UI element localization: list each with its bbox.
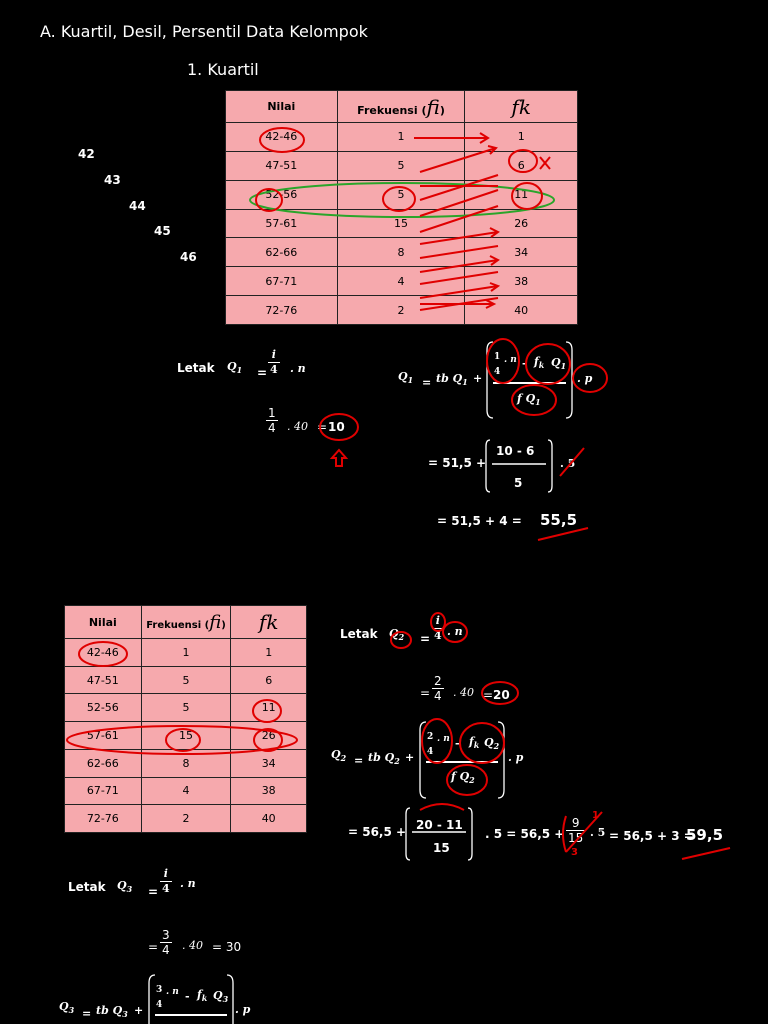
table-row: 52-56 5 11 xyxy=(226,180,578,209)
q2-formula-plus: + xyxy=(405,751,415,764)
q1-letak-q: $Q_1$ xyxy=(227,360,243,376)
q2-calc-result: 20 xyxy=(493,688,510,702)
q1-frac-fk: $f_k$ xyxy=(534,355,545,371)
q3-calc-eq2: = 30 xyxy=(212,940,242,954)
table-row: 47-51 5 6 xyxy=(65,666,307,694)
q2-left-bracket xyxy=(420,722,426,798)
q1-step2-tail: . 5 xyxy=(560,457,576,470)
q1-formula-q: $Q_1$ xyxy=(398,370,414,386)
q2-step-mid: . 5 = 56,5 + xyxy=(485,827,565,841)
q2-right-bracket xyxy=(498,722,504,798)
q3-formula-eq: = xyxy=(82,1007,92,1020)
q2-frac-bottom: f $Q_2$ xyxy=(451,770,475,786)
q3-frac-top-b: 4 xyxy=(156,1000,163,1010)
q1-step2-right-bracket xyxy=(548,440,552,492)
q2-formula-tb: tb $Q_2$ xyxy=(368,751,400,767)
q2-letak-eq: = xyxy=(420,632,431,646)
q3-letak-label: Letak xyxy=(68,880,106,894)
q1-step2-top: 10 - 6 xyxy=(496,444,535,458)
q2-calc-mid: . 40 xyxy=(453,686,474,699)
table-row: 42-46 1 1 xyxy=(226,123,578,152)
table-row: 62-66 8 34 xyxy=(65,749,307,777)
q2-formula-q: $Q_2$ xyxy=(331,748,347,764)
q2-calc-eq2: = xyxy=(483,688,494,702)
q2-step-right-bracket xyxy=(468,808,472,860)
q2-annot-1: 1 xyxy=(592,810,599,821)
q3-formula-tb: tb $Q_3$ xyxy=(96,1004,128,1020)
q1-letak-eq: = xyxy=(257,366,268,380)
q1-frac-minus: - xyxy=(522,357,527,370)
table-row: 57-61 15 26 xyxy=(226,209,578,238)
side-number: 43 xyxy=(104,173,121,187)
q1-frac-top-a: 1 xyxy=(494,352,501,362)
table-row: 57-61 15 26 xyxy=(65,722,307,750)
q1-frac-fk-q: $Q_1$ xyxy=(551,356,567,372)
q2-frac-top-b: 4 xyxy=(427,747,434,757)
header-nilai: Nilai xyxy=(226,91,338,123)
frequency-table-2 xyxy=(64,605,307,833)
table-header xyxy=(226,91,578,123)
side-number: 45 xyxy=(154,224,171,238)
header-frekuensi: Frekuensi (fi) xyxy=(337,91,465,123)
q3-formula-plus: + xyxy=(134,1004,144,1017)
side-number: 44 xyxy=(129,199,146,213)
table-row: 62-66 8 34 xyxy=(226,238,578,267)
q2-step-frac: $\frac{9}{15}$ xyxy=(568,816,584,845)
q3-letak-frac: $\frac{i}{4}$ xyxy=(162,867,170,895)
q1-formula-tb: tb $Q_1$ xyxy=(436,372,468,388)
header-fk: fk xyxy=(465,91,578,123)
side-number: 42 xyxy=(78,147,95,161)
q3-left-bracket xyxy=(149,975,155,1024)
q2-letak-label: Letak xyxy=(340,627,378,641)
q2-step-frac-tail: . 5 xyxy=(590,826,606,839)
page-title: A. Kuartil, Desil, Persentil Data Kelompok xyxy=(40,22,368,41)
q2-calc-eq: = xyxy=(420,686,431,700)
table-row: 52-56 5 11 xyxy=(65,694,307,722)
q2-step-result: 59,5 xyxy=(686,826,724,844)
q1-step2-prefix: = 51,5 + xyxy=(428,456,487,470)
q2-frac-fk: $f_k$ xyxy=(469,735,480,751)
q2-step-eq: = 56,5 + 3 = xyxy=(609,829,694,843)
q1-step3: = 51,5 + 4 = xyxy=(437,514,522,528)
q2-letak-q: $Q_2$ xyxy=(389,627,405,643)
q1-formula-p: . p xyxy=(577,372,593,385)
table-row: 72-76 2 40 xyxy=(226,296,578,325)
q1-letak-label: Letak xyxy=(177,361,215,375)
q1-frac-top-b: 4 xyxy=(494,367,501,377)
q1-letak-n: . n xyxy=(290,362,306,375)
header-fk: fk xyxy=(231,606,307,639)
q1-calc-eq: = xyxy=(317,420,328,434)
section-title: 1. Kuartil xyxy=(187,60,259,79)
q3-frac-top-n: . n xyxy=(166,987,179,997)
q3-calc-mid: . 40 xyxy=(182,939,203,952)
q2-step-bottom: 15 xyxy=(433,841,450,855)
q2-frac-minus: - xyxy=(455,737,460,750)
q2-letak-n: . n xyxy=(447,625,463,638)
table-header xyxy=(65,606,307,639)
q3-letak-q: $Q_3$ xyxy=(117,879,133,895)
q3-letak-n: . n xyxy=(180,877,196,890)
q2-step-prefix: = 56,5 + xyxy=(348,825,407,839)
q1-step3-result: 55,5 xyxy=(540,511,578,529)
q2-formula-eq: = xyxy=(354,754,364,767)
q3-frac-fk-q: $Q_3$ xyxy=(213,989,229,1005)
q3-formula-q: $Q_3$ xyxy=(59,1000,75,1016)
q1-step2-left-bracket xyxy=(486,440,490,492)
q1-left-bracket xyxy=(487,342,493,418)
q2-frac-top-a: 2 xyxy=(427,732,434,742)
q2-calc: $\frac{2}{4}$ xyxy=(434,674,442,703)
q2-annot-3: 3 xyxy=(571,847,578,858)
q3-frac-top-a: 3 xyxy=(156,985,163,995)
table-row: 47-51 5 6 xyxy=(226,151,578,180)
q3-formula-p: . p xyxy=(235,1003,251,1016)
table-row: 42-46 1 1 xyxy=(65,639,307,667)
table-row: 67-71 4 38 xyxy=(65,777,307,805)
q2-frac-fk-q: $Q_2$ xyxy=(484,736,500,752)
q1-right-bracket xyxy=(566,342,572,418)
table-row: 67-71 4 38 xyxy=(226,267,578,296)
q2-formula-p: . p xyxy=(508,751,524,764)
q3-calc: $\frac{3}{4}$ xyxy=(162,928,170,957)
q1-calc: $\frac{1}{4}$ xyxy=(268,406,276,435)
q1-letak-frac: $\frac{i}{4}$ xyxy=(270,348,278,376)
q1-frac-bottom: f $Q_1$ xyxy=(517,392,541,408)
header-nilai: Nilai xyxy=(65,606,142,639)
q3-frac-fk: $f_k$ xyxy=(197,988,208,1004)
side-number: 46 xyxy=(180,250,197,264)
up-arrow xyxy=(332,450,346,466)
q3-calc-eq: = xyxy=(148,940,159,954)
q1-formula-plus: + xyxy=(473,372,483,385)
q2-letak-frac: $\frac{i}{4}$ xyxy=(434,614,442,642)
q2-step-left-bracket xyxy=(406,808,410,860)
q2-step-top: 20 - 11 xyxy=(416,818,463,832)
q1-calc-mid: . 40 xyxy=(287,420,308,433)
table-row: 72-76 2 40 xyxy=(65,805,307,833)
frequency-table-1 xyxy=(225,90,578,325)
q2-frac-top-n: . n xyxy=(437,734,450,744)
q3-letak-eq: = xyxy=(148,885,159,899)
header-frekuensi: Frekuensi (fi) xyxy=(141,606,231,639)
q3-frac-minus: - xyxy=(185,990,190,1003)
q1-frac-top-n: . n xyxy=(504,355,517,365)
q1-calc-result: 10 xyxy=(328,420,345,434)
q1-step2-bottom: 5 xyxy=(514,476,523,490)
q1-formula-eq: = xyxy=(422,376,432,389)
